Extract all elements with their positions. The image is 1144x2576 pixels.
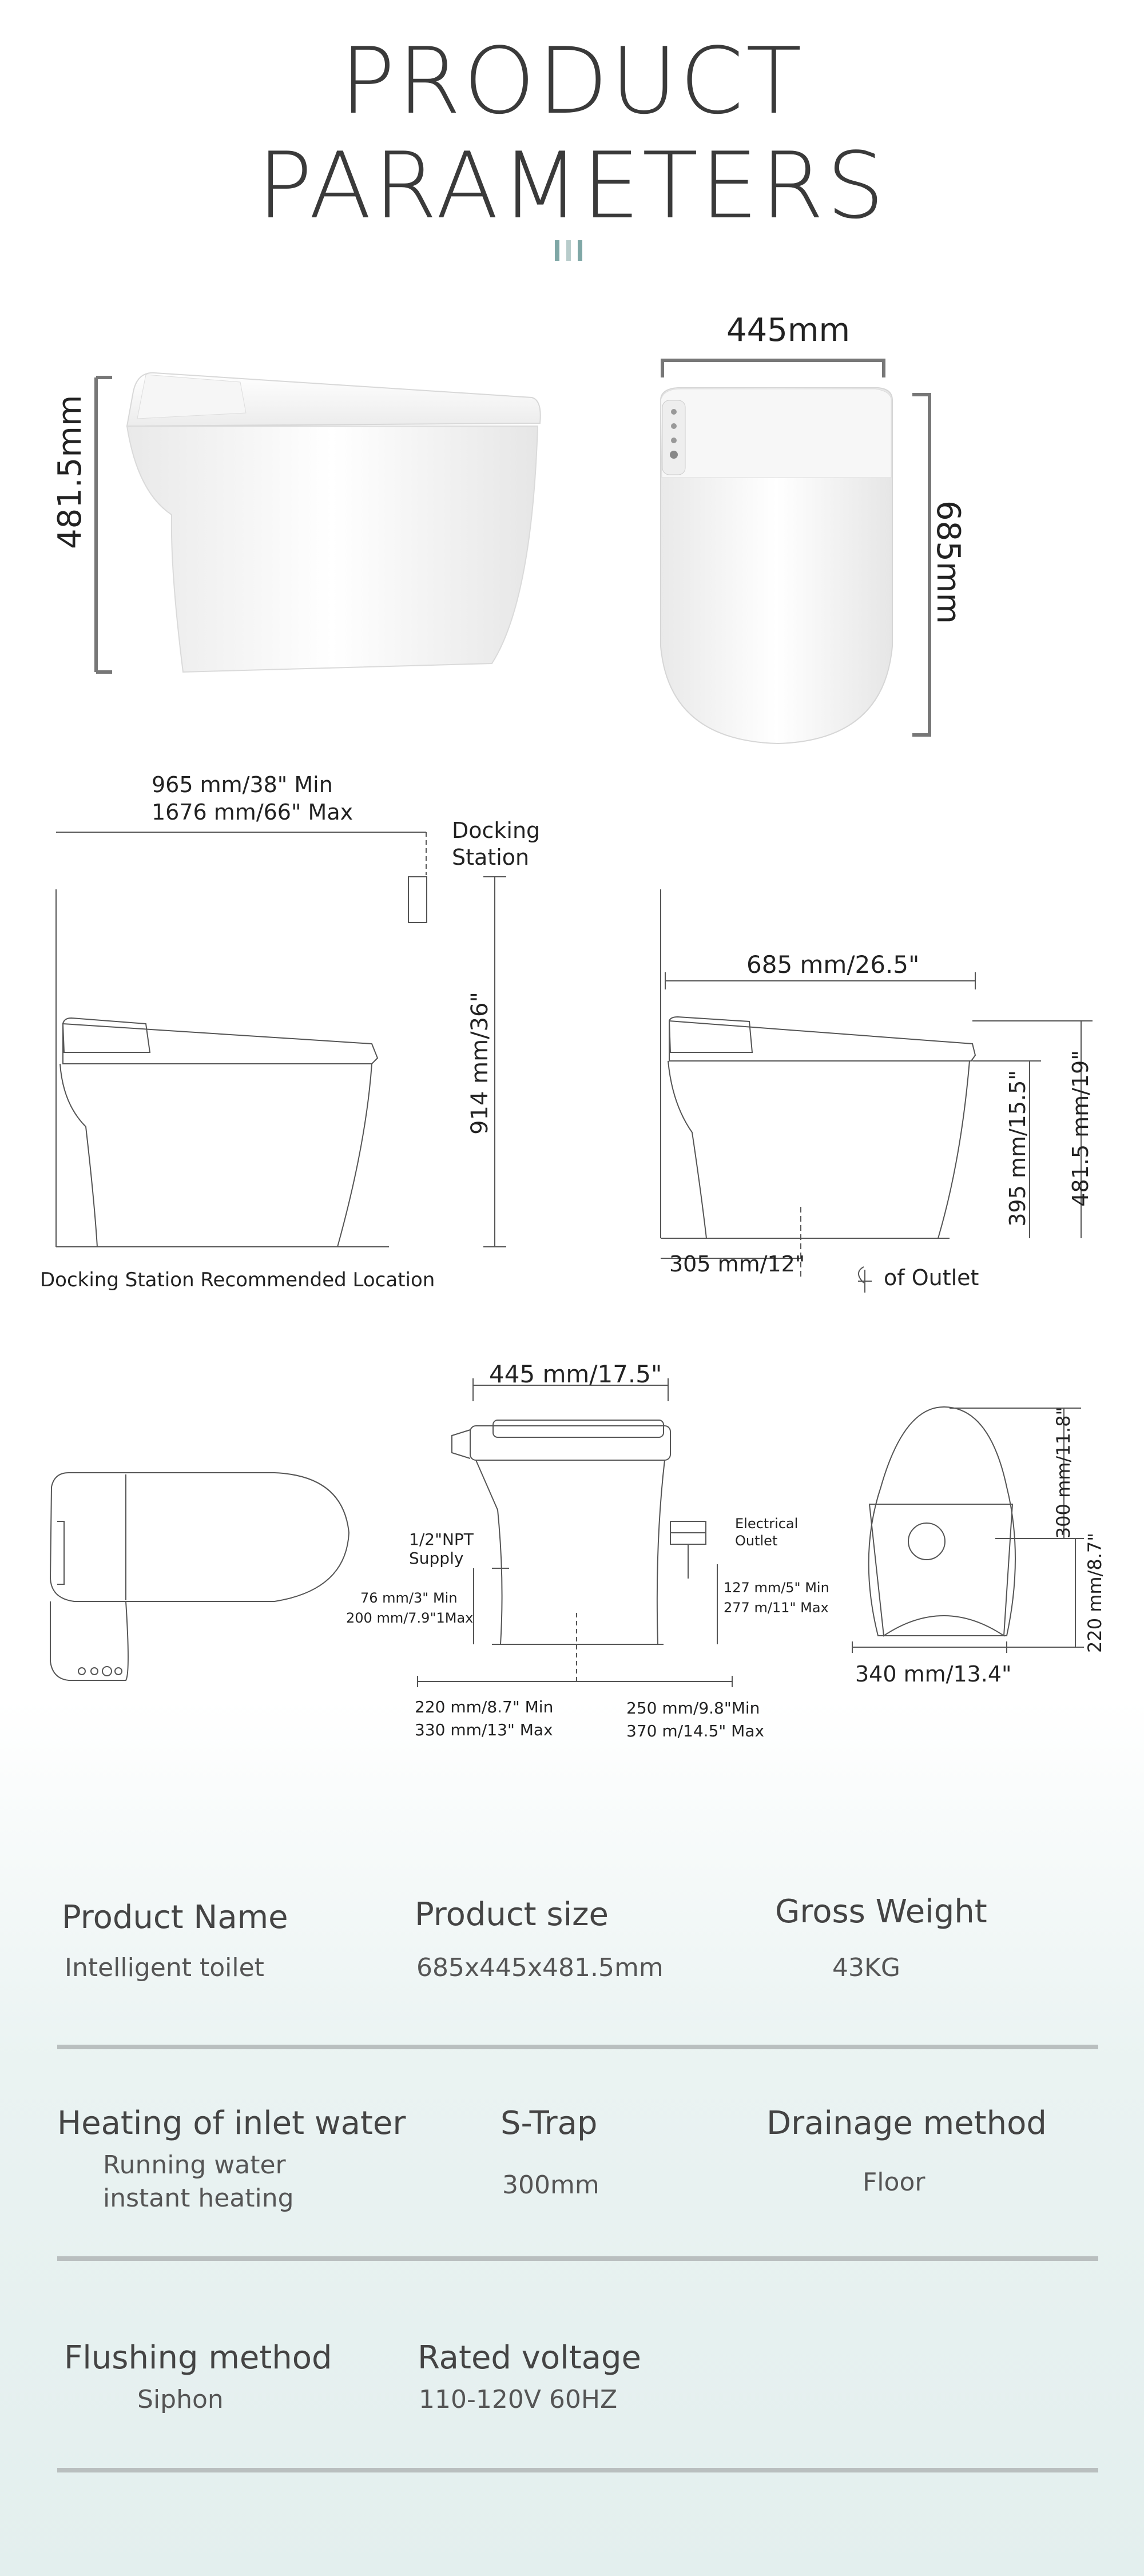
docking-caption: Docking Station Recommended Location (40, 1269, 435, 1291)
electrical-height-max: 277 m/11" Max (724, 1600, 829, 1616)
photo-top-depth: 685mm (929, 500, 967, 624)
spec-label-drainage: Drainage method (766, 2105, 1047, 2142)
title-line-2: PARAMETERS (257, 132, 887, 239)
bottom-lower-height: 220 mm/8.7" (1084, 1533, 1106, 1653)
spec-value-flushing: Siphon (137, 2385, 224, 2414)
left-distance-max: 330 mm/13" Max (415, 1720, 553, 1739)
docking-min: 965 mm/38" Min (152, 772, 333, 797)
spec-divider-1 (57, 2045, 1098, 2049)
spec-divider-2 (57, 2256, 1098, 2261)
toilet-top-photo (661, 360, 929, 744)
side-rough-in: 305 mm/12" (669, 1251, 805, 1277)
side-height-total: 481.5 mm/19" (1068, 1050, 1093, 1207)
right-distance-max: 370 m/14.5" Max (626, 1722, 765, 1740)
docking-station-diagram (56, 832, 506, 1247)
electrical-outlet-label-1: Electrical (735, 1516, 799, 1532)
bottom-width: 340 mm/13.4" (855, 1661, 1012, 1687)
bottom-upper-height: 300 mm/11.8" (1052, 1406, 1074, 1539)
docking-height: 914 mm/36" (467, 992, 493, 1135)
spec-label-product-size: Product size (415, 1896, 609, 1933)
spec-label-s-trap: S-Trap (500, 2105, 598, 2142)
supply-height-min: 76 mm/3" Min (360, 1590, 458, 1606)
side-height-inner: 395 mm/15.5" (1005, 1070, 1030, 1227)
spec-value-gross-weight: 43KG (832, 1953, 900, 1982)
spec-label-voltage: Rated voltage (418, 2339, 641, 2376)
supply-label-2: Supply (409, 1549, 464, 1568)
top-outline-diagram (50, 1473, 349, 1680)
docking-max: 1676 mm/66" Max (152, 800, 353, 825)
spec-divider-3 (57, 2468, 1098, 2472)
spec-label-heating: Heating of inlet water (57, 2105, 406, 2142)
spec-label-gross-weight: Gross Weight (775, 1893, 987, 1930)
supply-label-1: 1/2"NPT (409, 1530, 474, 1549)
supply-height-max: 200 mm/7.9"1Max (346, 1610, 474, 1626)
electrical-outlet-label-2: Outlet (735, 1533, 778, 1549)
spec-value-heating-1: Running water (103, 2150, 286, 2180)
spec-value-voltage: 110-120V 60HZ (419, 2385, 618, 2414)
toilet-side-photo (96, 373, 541, 672)
electrical-height-min: 127 mm/5" Min (724, 1580, 829, 1596)
spec-value-heating-2: instant heating (103, 2184, 294, 2213)
photo-side-height: 481.5mm (51, 395, 89, 549)
docking-station-label-2: Station (452, 845, 530, 870)
side-outlet-label: of Outlet (884, 1265, 979, 1290)
front-width: 445 mm/17.5" (489, 1360, 662, 1388)
spec-label-flushing: Flushing method (64, 2339, 332, 2376)
spec-value-product-name: Intelligent toilet (65, 1953, 264, 1982)
bottom-outline-diagram (852, 1407, 1084, 1653)
right-distance-min: 250 mm/9.8"Min (626, 1699, 760, 1718)
spec-value-drainage: Floor (863, 2168, 925, 2197)
spec-value-product-size: 685x445x481.5mm (416, 1953, 664, 1982)
docking-station-label-1: Docking (452, 818, 541, 843)
spec-label-product-name: Product Name (62, 1899, 288, 1936)
left-distance-min: 220 mm/8.7" Min (415, 1698, 554, 1716)
spec-value-s-trap: 300mm (502, 2170, 599, 2200)
title-line-1: PRODUCT (340, 27, 804, 134)
side-length: 685 mm/26.5" (746, 951, 920, 979)
photo-top-width: 445mm (726, 312, 850, 349)
